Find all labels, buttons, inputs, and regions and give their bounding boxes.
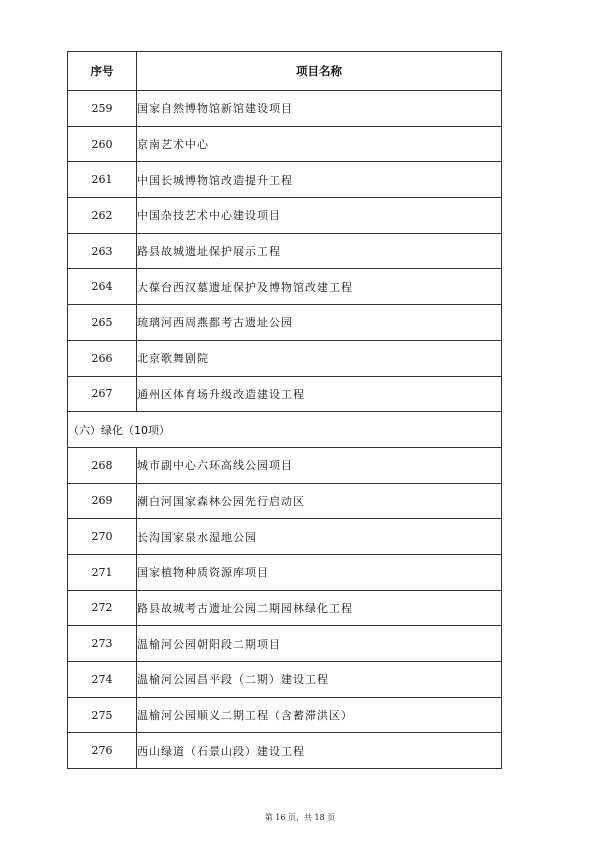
row-number: 267 xyxy=(68,376,137,412)
row-project-name: 温榆河公园昌平段（二期）建设工程 xyxy=(137,662,502,698)
row-number: 262 xyxy=(68,198,137,234)
table-row xyxy=(68,269,502,305)
table-row xyxy=(68,340,502,376)
row-number: 260 xyxy=(68,126,137,162)
table-row xyxy=(68,305,502,341)
table-row xyxy=(68,733,502,769)
table-row xyxy=(68,554,502,590)
row-number: 274 xyxy=(68,662,137,698)
header-name: 项目名称 xyxy=(137,52,502,91)
row-project-name: 京南艺术中心 xyxy=(137,126,502,162)
row-project-name: 潮白河国家森林公园先行启动区 xyxy=(137,483,502,519)
row-number: 264 xyxy=(68,269,137,305)
table-row xyxy=(68,697,502,733)
row-number: 270 xyxy=(68,519,137,555)
table-row xyxy=(68,626,502,662)
table-row xyxy=(68,126,502,162)
row-project-name: 琉璃河西周燕都考古遗址公园 xyxy=(137,305,502,341)
row-number: 275 xyxy=(68,697,137,733)
row-project-name: 路县故城考古遗址公园二期园林绿化工程 xyxy=(137,590,502,626)
row-project-name: 国家自然博物馆新馆建设项目 xyxy=(137,91,502,127)
row-project-name: 通州区体育场升级改造建设工程 xyxy=(137,376,502,412)
row-project-name: 路县故城遗址保护展示工程 xyxy=(137,233,502,269)
row-project-name: 城市副中心六环高线公园项目 xyxy=(137,447,502,483)
row-project-name: 大葆台西汉墓遗址保护及博物馆改建工程 xyxy=(137,269,502,305)
row-number: 266 xyxy=(68,340,137,376)
row-project-name: 温榆河公园顺义二期工程（含蓄滞洪区） xyxy=(137,697,502,733)
table-row xyxy=(68,483,502,519)
table-row xyxy=(68,162,502,198)
table-row xyxy=(68,91,502,127)
table-row xyxy=(68,662,502,698)
table-row xyxy=(68,590,502,626)
row-project-name: 国家植物种质资源库项目 xyxy=(137,554,502,590)
table-row xyxy=(68,198,502,234)
row-number: 261 xyxy=(68,162,137,198)
table-row xyxy=(68,447,502,483)
section-row xyxy=(68,412,502,448)
table-row xyxy=(68,376,502,412)
row-number: 271 xyxy=(68,554,137,590)
row-project-name: 西山绿道（石景山段）建设工程 xyxy=(137,733,502,769)
row-number: 273 xyxy=(68,626,137,662)
project-table xyxy=(67,51,502,769)
row-project-name: 中国杂技艺术中心建设项目 xyxy=(137,198,502,234)
header-number: 序号 xyxy=(68,52,137,91)
row-project-name: 温榆河公园朝阳段二期项目 xyxy=(137,626,502,662)
row-project-name: 北京歌舞剧院 xyxy=(137,340,502,376)
page-footer: 第 16 页，共 18 页 xyxy=(264,813,336,822)
row-number: 259 xyxy=(68,91,137,127)
table-header-row xyxy=(68,52,502,91)
row-project-name: 中国长城博物馆改造提升工程 xyxy=(137,162,502,198)
row-number: 263 xyxy=(68,233,137,269)
table-row xyxy=(68,233,502,269)
section-title-greening: （六）绿化（10项） xyxy=(68,412,502,448)
row-number: 268 xyxy=(68,447,137,483)
row-number: 265 xyxy=(68,305,137,341)
table-row xyxy=(68,519,502,555)
row-number: 272 xyxy=(68,590,137,626)
row-number: 276 xyxy=(68,733,137,769)
row-number: 269 xyxy=(68,483,137,519)
row-project-name: 长沟国家泉水湿地公园 xyxy=(137,519,502,555)
